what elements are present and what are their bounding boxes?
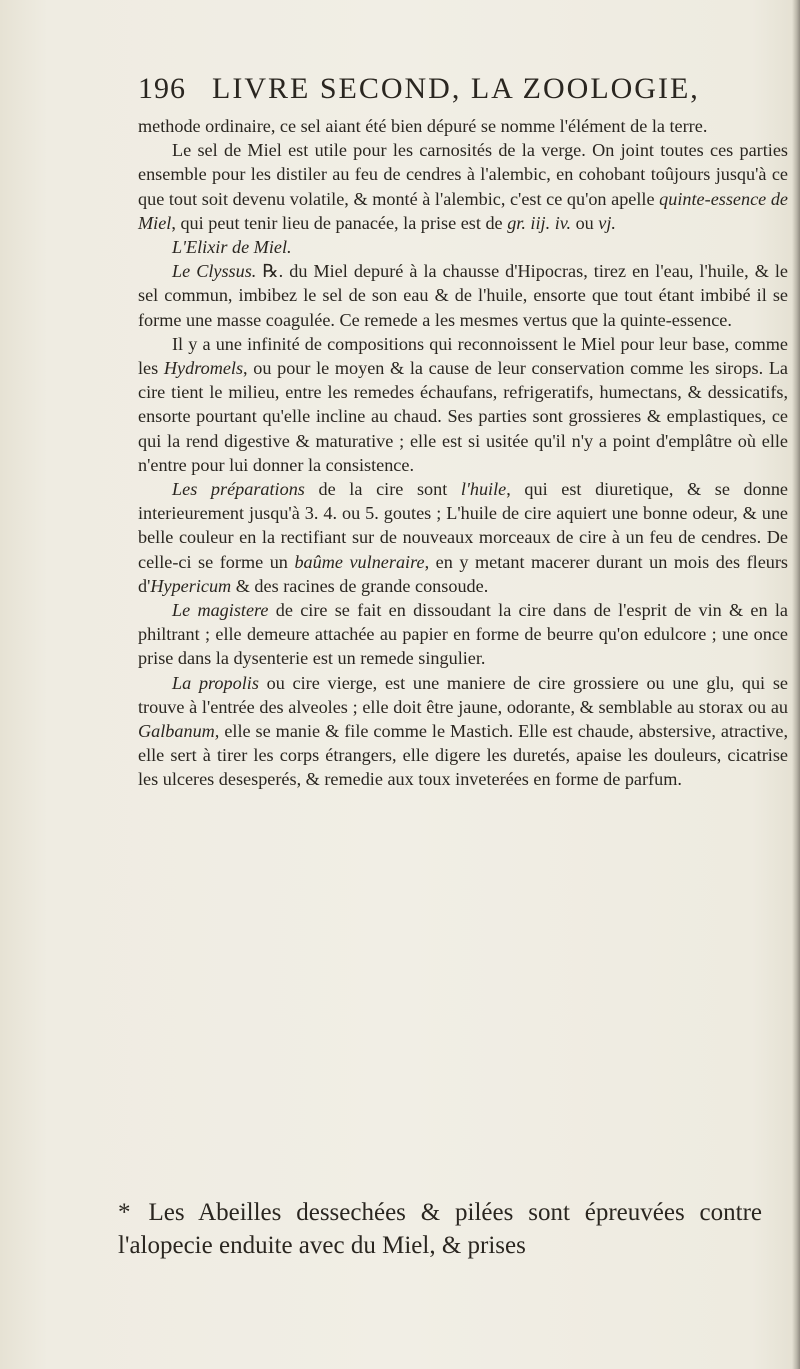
p4-italic-term: Le Clyssus. <box>172 261 257 282</box>
p2-text-a: Le sel de Miel est utile pour les carnosités de la verge. On joint toutes ces parties ensemble pour les distiler au feu de cendres à l'alembic, en cohobant toûjours jusqu'à ce que tout soit devenu volatile, & monté à l'alembic, c'est ce qu'on apelle <box>138 140 788 209</box>
p6-text-d: & des racines de grande consoude. <box>235 575 489 596</box>
paragraph-3-heading: L'Elixir de Miel. <box>172 237 292 258</box>
paragraph-5 <box>138 332 788 477</box>
p2-dose: gr. iij. iv. <box>507 212 572 233</box>
p5-text-a: Il y a une infinité de compositions qui reconnoissent le Miel pour leur base, comme les <box>138 333 788 379</box>
paragraph-8 <box>138 671 788 792</box>
footnote-asterisk: * <box>118 1199 131 1226</box>
paragraph-7 <box>138 598 788 671</box>
p8-text-b: elle se manie & file comme le Mastich. Elle est chaude, abstersive, atractive, elle sert à tirer les corps étrangers, elle digere les duretés, apaise les douleurs, cicatrise les ulceres desesperés, & remedie aux toux inveterées en forme de parfum. <box>138 721 789 790</box>
p6-italic-term: Les préparations <box>172 479 305 500</box>
p6-text-c: , en y metant macerer durant un mois des fleurs d' <box>138 551 788 596</box>
paragraph-1: methode ordinaire, ce sel aiant été bien dépuré se nomme l'élément de la terre. <box>138 116 708 136</box>
p2-dose-2: vj. <box>598 212 616 233</box>
page-header <box>138 72 704 106</box>
p6-italic-term-2: l'huile <box>460 479 507 500</box>
p5-italic-term: Hydromels <box>163 358 244 379</box>
p7-text: de cire se fait en dissoudant la cire dans de l'esprit de vin & en la philtrant ; elle demeure attachée au papier en forme de beurre qu'on edulcore ; une once prise dans la dysenterie est un remede singulier. <box>138 600 788 669</box>
paragraph-4 <box>138 259 788 332</box>
body-text <box>138 114 788 792</box>
footnote-text: Les Abeilles dessechées & pilées sont épreuvées contre l'alopecie enduite avec du Miel, & prises <box>118 1199 762 1259</box>
p6-italic-term-4: Hypericum <box>150 575 232 596</box>
p7-italic-term: Le magistere <box>172 600 269 621</box>
p6-text-b: , qui est diuretique, & se donne interieurement jusqu'à 3. 4. ou 5. goutes ; L'huile de cire aquiert une bonne odeur, & une belle couleur en la rectifiant sur de nouveaux morceaux de cire à un feu de cendres. De celle-ci se forme un <box>138 479 789 572</box>
p2-ou: ou <box>575 212 594 233</box>
page-number: 196 <box>138 72 186 105</box>
paragraph-2 <box>138 138 788 235</box>
p2-text-b: , qui peut tenir lieu de panacée, la prise est de <box>171 212 503 233</box>
page-edge-shadow <box>792 0 800 1369</box>
p8-italic-term-2: Galbanum, <box>138 721 220 742</box>
running-head: LIVRE SECOND, LA ZOOLOGIE, <box>212 72 700 105</box>
p5-text-b: , ou pour le moyen & la cause de leur conservation comme les sirops. La cire tient le milieu, entre les remedes échaufans, refrigeratifs, humectans, & dessicatifs, ensorte pourtant qu'elle incline au chaud. Ses parties sont grossieres & emplastiques, ce qui la rend digestive & maturative ; elle est si usitée qu'il n'y a point d'emplâtre où elle n'entre pour lui donner la consistence. <box>138 358 788 475</box>
p6-text-a: de la cire sont <box>318 479 448 500</box>
p6-italic-term-3: baûme vulneraire <box>294 551 425 572</box>
p2-italic-term: quinte-essence de Miel <box>138 188 788 233</box>
p4-text: ℞. du Miel depuré à la chausse d'Hipocras, tirez en l'eau, l'huile, & le sel commun, imbibez le sel de son eau & de l'huile, ensorte que tout étant imbibé il se forme une masse coagulée. Ce remede a les mesmes vertus que la quinte-essence. <box>138 261 788 330</box>
paragraph-6 <box>138 477 788 598</box>
p8-italic-term: La propolis <box>172 672 259 693</box>
footnote <box>118 1196 762 1262</box>
p8-text-a: ou cire vierge, est une maniere de cire grossiere ou une glu, qui se trouve à l'entrée des alveoles ; elle doit être jaune, odorante, & semblable au storax ou au <box>138 672 788 717</box>
